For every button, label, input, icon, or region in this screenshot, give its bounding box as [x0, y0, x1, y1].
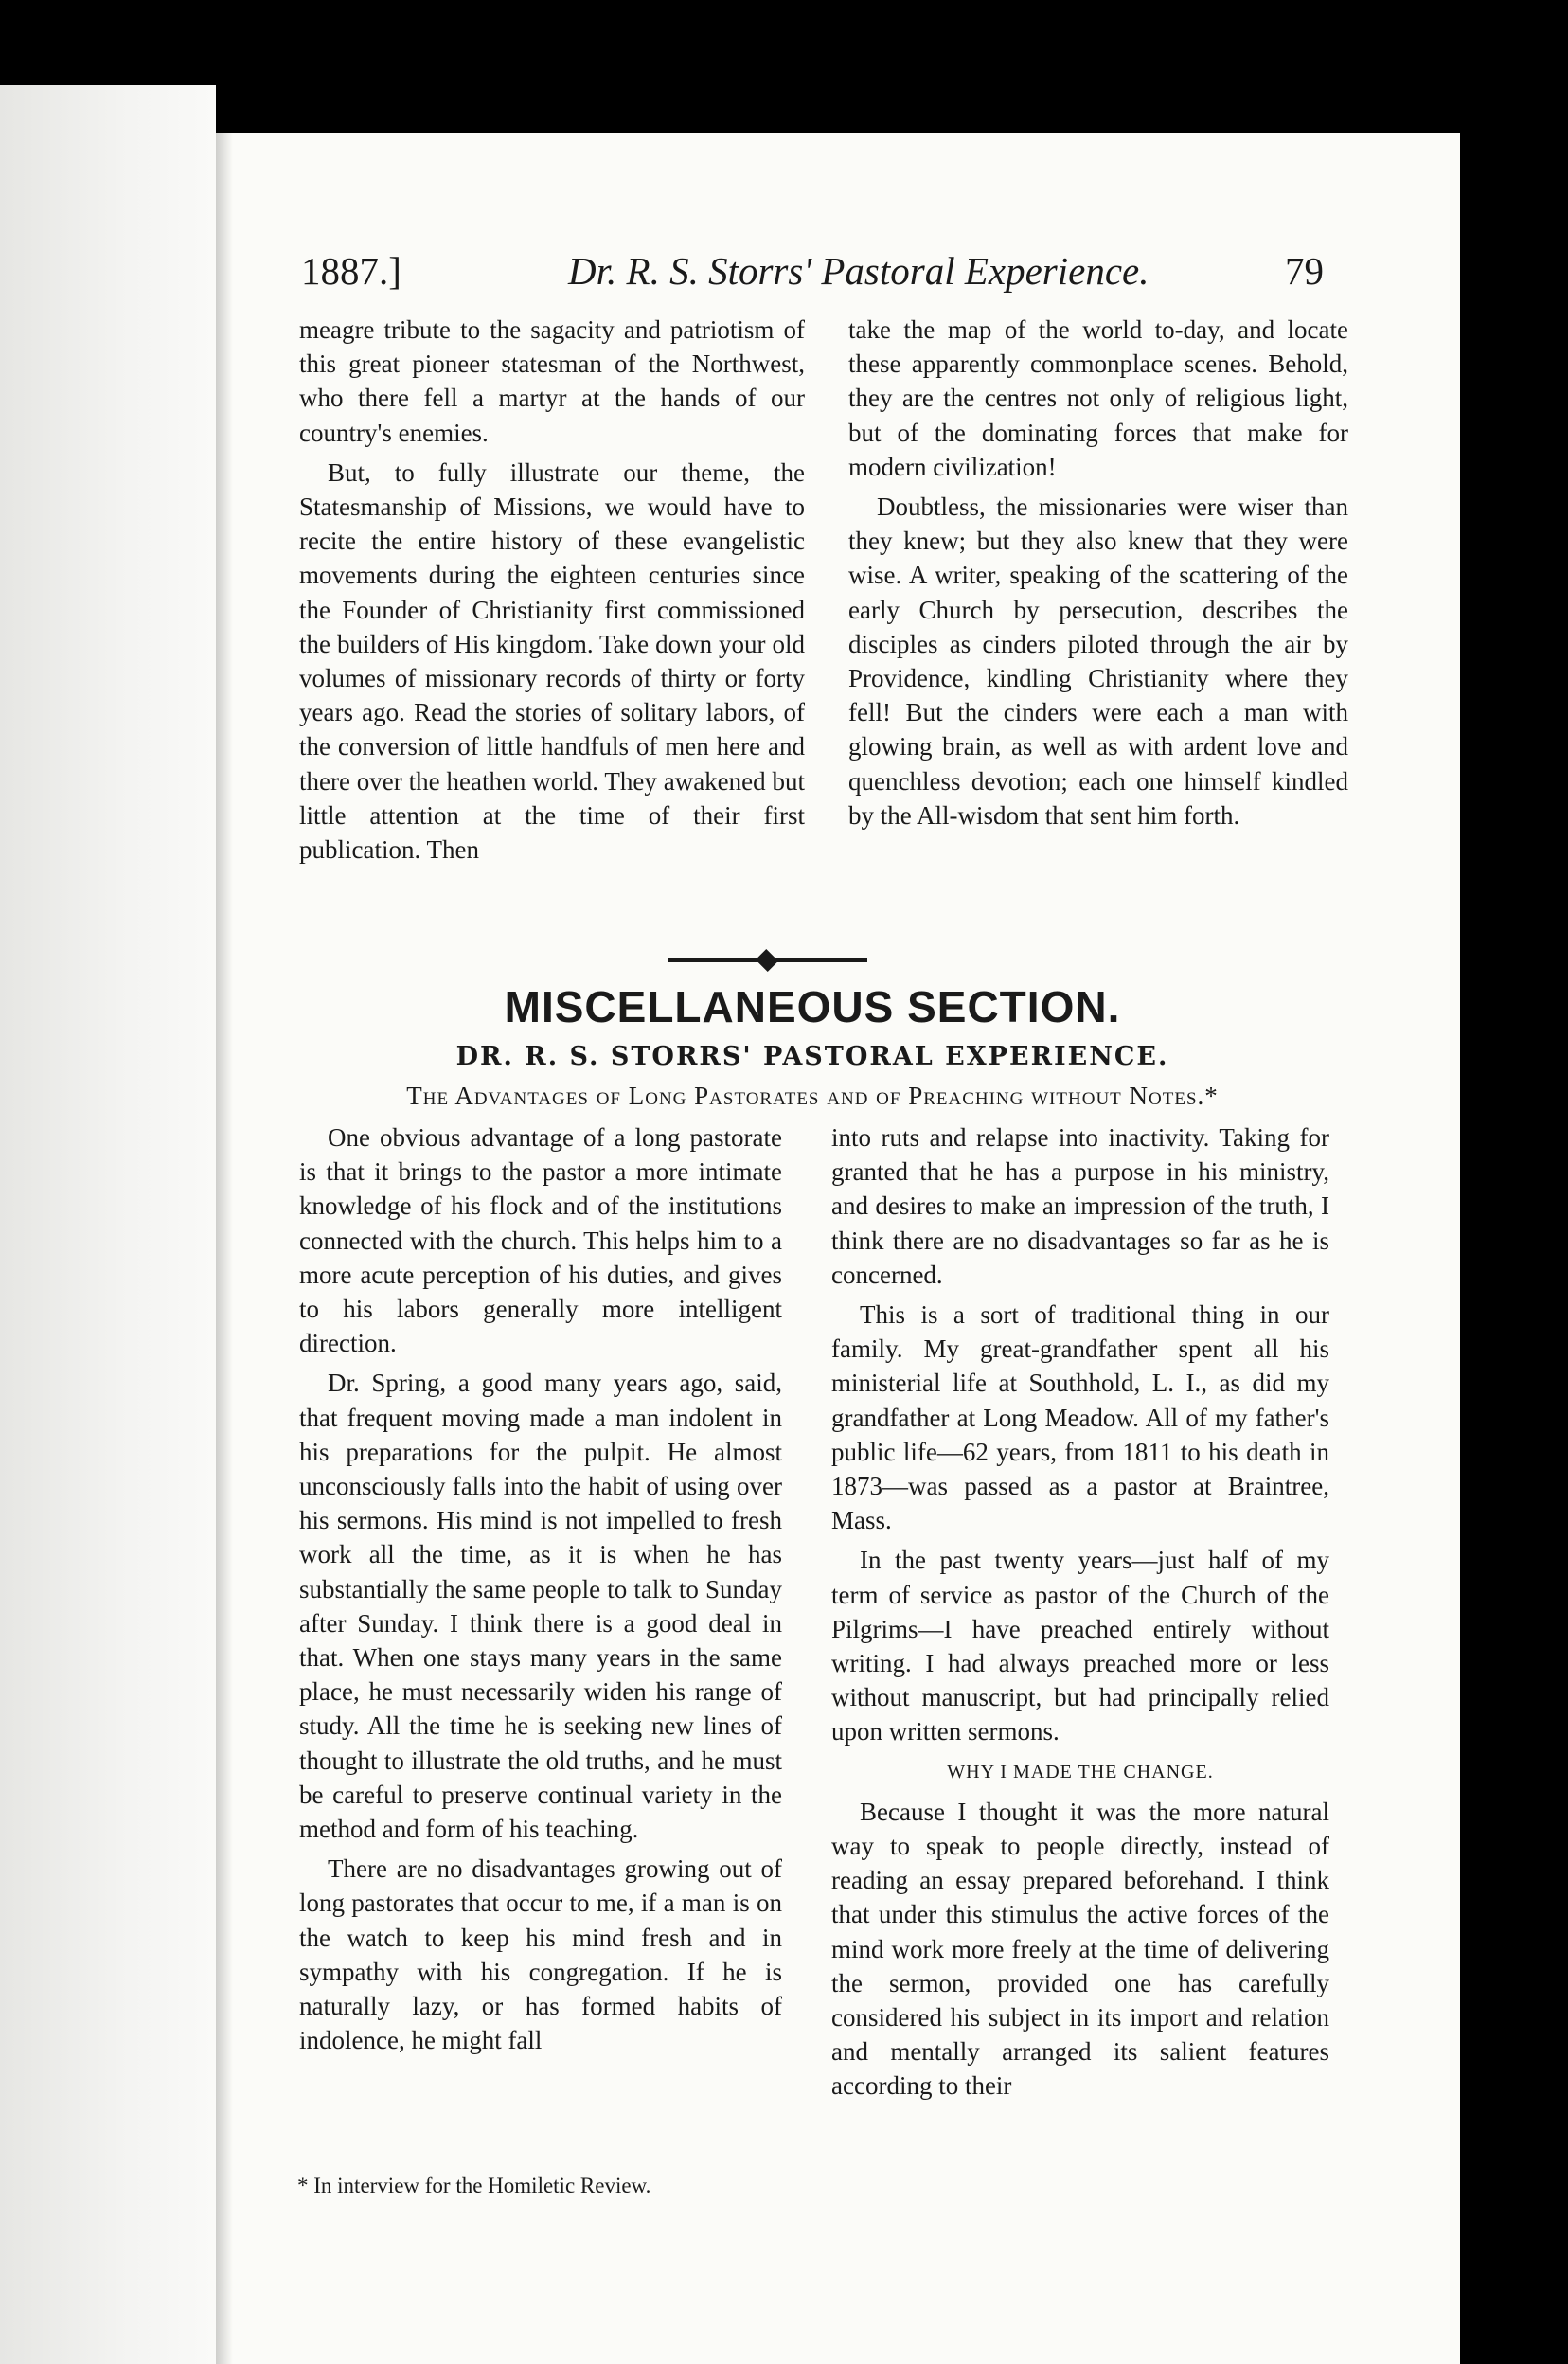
bottom-left-column	[299, 1120, 782, 2057]
header-running-title: Dr. R. S. Storrs' Pastoral Experience.	[568, 249, 1149, 293]
bottom-right-column	[831, 1120, 1329, 2104]
paragraph: Doubtless, the missionaries were wiser than they knew; but they also knew that they were wise. A writer, speaking of the scattering of the early Church by persecution, describes the disciples as cinders piloted through the air by Providence, kindling Christianity where they fell! But the cinders were each a man with glowing brain, as well as with ardent love and quenchless devotion; each one himself kindled by the All-wisdom that sent him forth.	[848, 492, 1348, 830]
running-header	[301, 248, 1324, 305]
paragraph: take the map of the world to-day, and locate these apparently commonplace scenes. Behold, they are the centres not only of religious light, but of the dominating forces that make for modern civilization!	[848, 315, 1348, 481]
facing-page-edge	[0, 85, 216, 2364]
paragraph: In the past twenty years—just half of my term of service as pastor of the Church of the Pilgrims—I have preached entirely without writing. I had always preached more or less without manuscript, but had principally relied upon written sermons.	[831, 1546, 1329, 1746]
paragraph: This is a sort of traditional thing in our family. My great-grandfather spent all his ministerial life at Southhold, L. I., as did my grandfather at Long Meadow. All of my father's public life—62 years, from 1811 to his death in 1873—was passed as a pastor at Braintree, Mass.	[831, 1300, 1329, 1535]
paragraph: Because I thought it was the more natural way to speak to people directly, instead of reading an essay prepared beforehand. I think that under this stimulus the active forces of the mind work more freely at the time of delivering the sermon, provided one has carefully considered his subject in its import and relation and mentally arranged its salient features according to their	[831, 1797, 1329, 2101]
paragraph: But, to fully illustrate our theme, the Statesmanship of Missions, we would have to recite the entire history of these evangelistic movements during the eighteen centuries since the Founder of Christianity first commissioned the builders of His kingdom. Take down your old volumes of missionary records of thirty or forty years ago. Read the stories of solitary labors, of the conversion of little handfuls of men here and there over the heathen world. They awakened but little attention at the time of their first publication. Then	[299, 457, 805, 865]
article-title: DR. R. S. STORRS' PASTORAL EXPERIENCE.	[455, 1042, 1169, 1071]
paragraph: meagre tribute to the sagacity and patriotism of this great pioneer statesman of the Northwest, who there fell a martyr at the hands of our country's enemies.	[299, 315, 805, 447]
top-left-column	[299, 313, 805, 867]
paragraph: One obvious advantage of a long pastorate is that it brings to the pastor a more intimate knowledge of his flock and of the institutions connected with the church. This helps him to a more acute perception of his duties, and gives to his labors generally more intelligent direction.	[299, 1123, 782, 1358]
footnote: * In interview for the Homiletic Review.	[297, 2174, 651, 2197]
header-year: 1887.]	[301, 249, 401, 293]
scan-border	[1460, 0, 1568, 2364]
paragraph: into ruts and relapse into inactivity. Taking for granted that he has a purpose in his ministry, and desires to make an impression of the truth, I think there are no disadvantages so far as he is concerned.	[831, 1123, 1329, 1289]
section-divider	[668, 958, 867, 962]
section-title: MISCELLANEOUS SECTION.	[504, 982, 1121, 1031]
paragraph: There are no disadvantages growing out of long pastorates that occur to me, if a man is on the watch to keep his mind fresh and in sympathy with his congregation. If he is naturally lazy, or has formed habits of indolence, he might fall	[299, 1854, 782, 2055]
gutter-shadow	[216, 133, 233, 2364]
paragraph: Dr. Spring, a good many years ago, said, that frequent moving made a man indolent in his preparations for the pulpit. He almost unconsciously falls into the habit of using over his sermons. His mind is not impelled to fresh work all the time, as it is when he has substantially the same people to talk to Sunday after Sunday. I think there is a good deal in that. When one stays many years in the same place, he must necessarily widen his range of study. All the time he is seeking new lines of thought to illustrate the old truths, and he must be careful to preserve continual variety in the method and form of his teaching.	[299, 1369, 782, 1844]
article-subtitle: The Advantages of Long Pastorates and of Preaching without Notes.*	[406, 1082, 1219, 1110]
subheading: WHY I MADE THE CHANGE.	[947, 1761, 1214, 1782]
top-right-column	[848, 313, 1348, 833]
page-number: 79	[1285, 249, 1324, 293]
